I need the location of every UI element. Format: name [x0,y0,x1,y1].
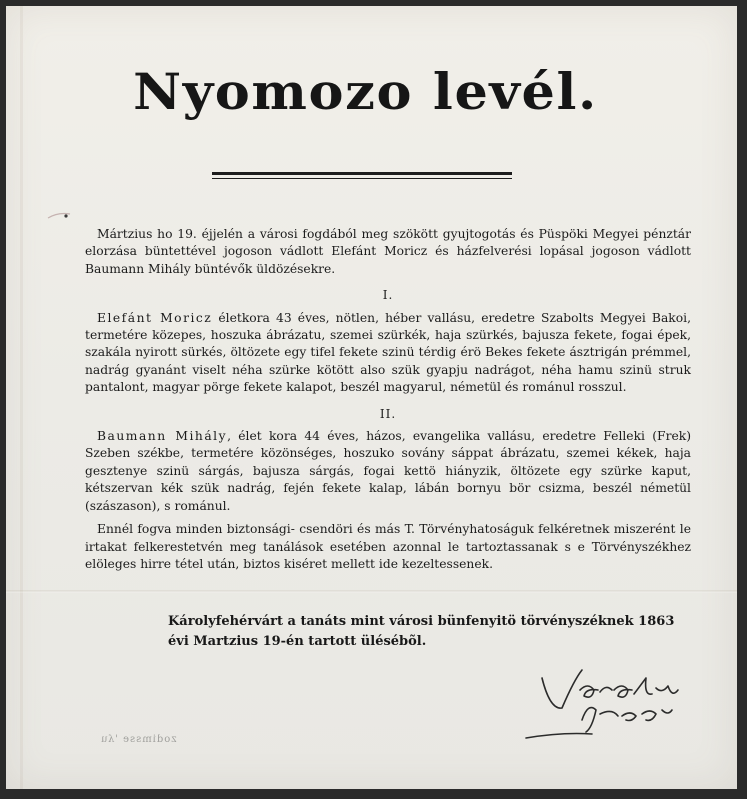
paper-fold-horizontal [6,590,737,593]
document-body [85,226,691,573]
request-paragraph: Ennél fogva minden biztonsági- csendöri és más T. Törvényhatoságuk felkéretnek miszerént le irtakat felkerestetvén meg tanálások esetében azonnal le tartoztassanak s e Törvényszékhez elöleges hirre tétel után, biztos kiséret mellett ide kezeltessenek. [85,522,691,571]
document-title: Nyomozo levél. [133,62,598,121]
faded-stamp: zodimsse 'ʎu [100,734,177,745]
title-rule-thick [212,172,512,175]
closing-statement: Károlyfehérvárt a tanáts mint városi bünfenyitö törvényszéknek 1863 évi Martzius 19-én tartott ülésébõl. [168,614,675,649]
handwritten-signature [522,650,712,740]
title-rule-thin [212,178,512,179]
section-2-numeral: II. [379,406,397,421]
ink-mark [40,200,80,240]
suspect-1-name: Elefánt Moricz [97,310,213,325]
section-1-numeral: I. [382,288,394,303]
paper-fold-vertical [20,6,23,789]
suspect-2-description: , élet kora 44 éves, házos, evangelika vallásu, eredetre Felleki (Frek) Szeben székbe, termetére közönséges, hoszuko sovány sáppat ábrázatu, szemei kékek, haja gesztenye szinü sárgás, bajusza sárgás, fogai kettö hiányzik, öltözete egy szürke kaput, kétszervan kék szük nadrág, fején fekete kalap, lábán bornyu bör csizma, beszél németül (szászason), s románul. [85,429,691,513]
section-1-paragraph [85,310,691,397]
section-2-paragraph [85,428,691,515]
suspect-2-name: Baumann Mihály [97,429,228,444]
suspect-1-description: életkora 43 éves, nötlen, héber vallásu, eredetre Szabolts Megyei Bakoi, termetére közepes, hoszuka ábrázatu, szemei szürkék, haja szürkés, bajusza fekete, fogai épek, szakála nyirott sürkés, öltözete egy tifel fekete szinü térdig érö Bekes fekete ásztrigán prémmel, nadrág gyanánt viselt néha szürke kötött also szük gyapju nadrágot, néha hamu szinü struk pantalont, magyar pörge fekete kalapot, beszél magyarul, németül és románul rosszul. [85,310,691,395]
intro-paragraph: Mártzius ho 19. éjjelén a városi fogdából meg szökött gyujtogotás és Püspöki Megyei pénztár elorzása büntettével jogoson vádlott Elefánt Moricz és házfelverési lopásal jogoson vádlott Baumann Mihály büntévők üldözésekre. [85,227,691,276]
